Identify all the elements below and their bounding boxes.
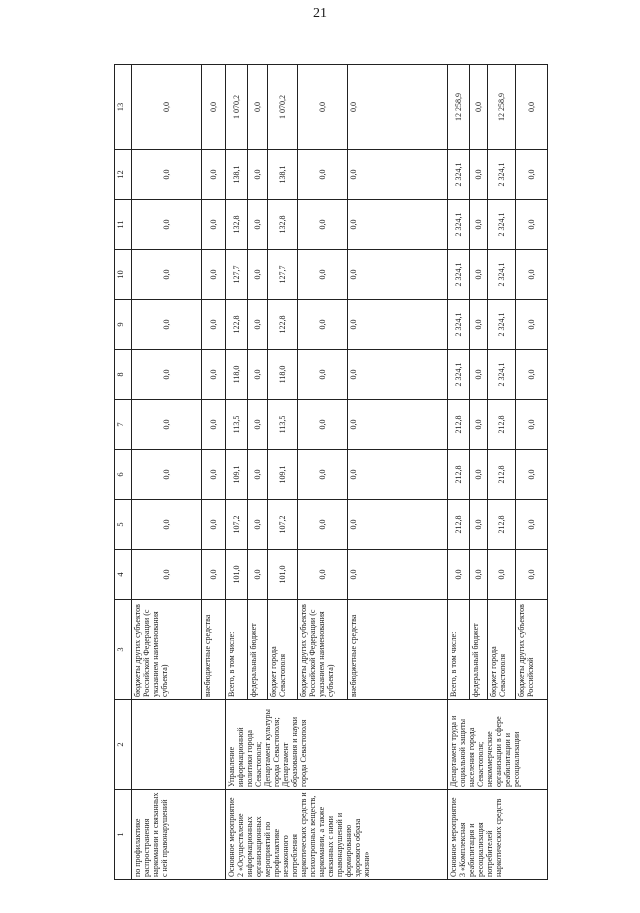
column-header: 4	[115, 550, 132, 600]
value-cell: 0,0	[202, 200, 226, 250]
column-header: 11	[115, 200, 132, 250]
column-header: 9	[115, 300, 132, 350]
value-cell: 132,8	[268, 200, 298, 250]
value-cell: 0,0	[202, 350, 226, 400]
value-cell: 0,0	[470, 550, 488, 600]
value-cell: 2 324,1	[488, 150, 516, 200]
value-cell: 0,0	[132, 400, 202, 450]
value-cell: 2 324,1	[488, 300, 516, 350]
value-cell: 212,8	[448, 400, 470, 450]
executor-cell: Департамент труда и социальной защиты населения города Севастополя; некоммерческие организации в сфере реабилитации и ресоциализации	[448, 700, 548, 790]
funding-source-cell: бюджеты других субъектов Российской Федерации (с указанием наименования субъекта)	[298, 600, 348, 700]
value-cell: 113,5	[268, 400, 298, 450]
funding-source-cell: бюджеты других субъектов Российской Федерации (с указанием наименования субъекта)	[132, 600, 202, 700]
value-cell: 0,0	[470, 500, 488, 550]
budget-table	[114, 64, 548, 880]
value-cell: 138,1	[268, 150, 298, 200]
value-cell: 0,0	[248, 450, 268, 500]
value-cell: 0,0	[348, 550, 448, 600]
value-cell: 0,0	[132, 350, 202, 400]
value-cell: 0,0	[248, 500, 268, 550]
value-cell: 101,0	[226, 550, 248, 600]
value-cell: 0,0	[516, 400, 548, 450]
value-cell: 0,0	[132, 300, 202, 350]
value-cell: 0,0	[298, 150, 348, 200]
value-cell: 12 258,9	[448, 65, 470, 150]
value-cell: 2 324,1	[488, 200, 516, 250]
value-cell: 0,0	[298, 65, 348, 150]
funding-source-cell: Всего, в том числе:	[226, 600, 248, 700]
value-cell: 212,8	[488, 500, 516, 550]
value-cell: 0,0	[202, 65, 226, 150]
value-cell: 0,0	[298, 350, 348, 400]
value-cell: 0,0	[202, 450, 226, 500]
value-cell: 0,0	[132, 150, 202, 200]
value-cell: 212,8	[488, 450, 516, 500]
value-cell: 138,1	[226, 150, 248, 200]
value-cell: 0,0	[348, 250, 448, 300]
value-cell: 12 258,9	[488, 65, 516, 150]
column-header: 5	[115, 500, 132, 550]
page-number: 21	[313, 6, 327, 21]
value-cell: 0,0	[248, 250, 268, 300]
value-cell: 0,0	[202, 300, 226, 350]
value-cell: 0,0	[202, 250, 226, 300]
value-cell: 1 070,2	[226, 65, 248, 150]
value-cell: 0,0	[132, 200, 202, 250]
value-cell: 0,0	[470, 200, 488, 250]
value-cell: 0,0	[348, 400, 448, 450]
value-cell: 0,0	[348, 300, 448, 350]
value-cell: 0,0	[248, 400, 268, 450]
value-cell: 122,8	[226, 300, 248, 350]
table-row	[448, 65, 470, 880]
value-cell: 0,0	[132, 500, 202, 550]
value-cell: 0,0	[470, 300, 488, 350]
column-header: 2	[115, 700, 132, 790]
value-cell: 109,1	[226, 450, 248, 500]
value-cell: 0,0	[202, 150, 226, 200]
funding-source-cell: Всего, в том числе:	[448, 600, 470, 700]
value-cell: 0,0	[202, 400, 226, 450]
value-cell: 0,0	[248, 150, 268, 200]
value-cell: 2 324,1	[448, 200, 470, 250]
value-cell: 0,0	[348, 65, 448, 150]
value-cell: 2 324,1	[448, 150, 470, 200]
value-cell: 2 324,1	[448, 300, 470, 350]
value-cell: 2 324,1	[448, 350, 470, 400]
value-cell: 212,8	[448, 500, 470, 550]
value-cell: 0,0	[516, 350, 548, 400]
funding-source-cell: внебюджетные средства	[348, 600, 448, 700]
value-cell: 0,0	[348, 500, 448, 550]
value-cell: 0,0	[202, 550, 226, 600]
value-cell: 0,0	[348, 350, 448, 400]
funding-source-cell: бюджет города Севастополя	[268, 600, 298, 700]
rotated-table-content	[114, 65, 534, 880]
value-cell: 0,0	[448, 550, 470, 600]
value-cell: 0,0	[470, 450, 488, 500]
value-cell: 0,0	[348, 150, 448, 200]
value-cell: 0,0	[248, 65, 268, 150]
value-cell: 0,0	[488, 550, 516, 600]
value-cell: 127,7	[226, 250, 248, 300]
column-header: 1	[115, 790, 132, 880]
value-cell: 132,8	[226, 200, 248, 250]
activity-name-cell: Основное мероприятие 3 «Комплексная реабилитация и ресоциализация потребителей наркотических средств	[448, 790, 548, 880]
value-cell: 0,0	[470, 400, 488, 450]
value-cell: 0,0	[248, 200, 268, 250]
funding-source-cell: федеральный бюджет	[248, 600, 268, 700]
value-cell: 101,0	[268, 550, 298, 600]
executor-cell: Управление информационной политики города Севастополя; Департамент культуры города Севастополя; Департамент образования и науки города Севастополя	[226, 700, 448, 790]
activity-name-cell: Основное мероприятие 2 «Осуществление информационных организационных мероприятий по профилактике незаконного потребления наркотических средств и психотропных веществ, наркомании, а также связанных с ними правонарушений и формированию здорового образа жизни»	[226, 790, 448, 880]
value-cell: 0,0	[516, 300, 548, 350]
value-cell: 0,0	[298, 300, 348, 350]
value-cell: 0,0	[516, 65, 548, 150]
value-cell: 0,0	[470, 250, 488, 300]
column-header: 12	[115, 150, 132, 200]
executor-cell	[132, 700, 226, 790]
value-cell: 0,0	[516, 450, 548, 500]
activity-name-cell: по профилактике распространения наркомании и связанных с ней правонарушений	[132, 790, 226, 880]
value-cell: 0,0	[298, 200, 348, 250]
table-row	[226, 65, 248, 880]
value-cell: 0,0	[248, 350, 268, 400]
rotated-table-frame	[114, 65, 534, 880]
value-cell: 0,0	[298, 400, 348, 450]
value-cell: 0,0	[248, 550, 268, 600]
column-header: 8	[115, 350, 132, 400]
column-header: 7	[115, 400, 132, 450]
value-cell: 2 324,1	[488, 350, 516, 400]
table-row	[132, 65, 202, 880]
value-cell: 0,0	[202, 500, 226, 550]
value-cell: 107,2	[268, 500, 298, 550]
value-cell: 118,0	[226, 350, 248, 400]
value-cell: 0,0	[516, 550, 548, 600]
value-cell: 0,0	[516, 500, 548, 550]
value-cell: 127,7	[268, 250, 298, 300]
value-cell: 0,0	[132, 550, 202, 600]
value-cell: 2 324,1	[448, 250, 470, 300]
funding-source-cell: федеральный бюджет	[470, 600, 488, 700]
column-header: 10	[115, 250, 132, 300]
value-cell: 0,0	[298, 500, 348, 550]
value-cell: 212,8	[488, 400, 516, 450]
column-header: 13	[115, 65, 132, 150]
value-cell: 0,0	[470, 150, 488, 200]
value-cell: 0,0	[470, 65, 488, 150]
value-cell: 0,0	[248, 300, 268, 350]
value-cell: 0,0	[298, 250, 348, 300]
funding-source-cell: внебюджетные средства	[202, 600, 226, 700]
value-cell: 0,0	[516, 200, 548, 250]
value-cell: 107,2	[226, 500, 248, 550]
funding-source-cell: бюджеты других субъектов Российской	[516, 600, 548, 700]
value-cell: 0,0	[298, 450, 348, 500]
value-cell: 1 070,2	[268, 65, 298, 150]
column-header: 6	[115, 450, 132, 500]
value-cell: 0,0	[516, 250, 548, 300]
value-cell: 0,0	[348, 200, 448, 250]
value-cell: 122,8	[268, 300, 298, 350]
value-cell: 0,0	[132, 65, 202, 150]
value-cell: 0,0	[132, 250, 202, 300]
value-cell: 0,0	[132, 450, 202, 500]
value-cell: 118,0	[268, 350, 298, 400]
funding-source-cell: бюджет города Севастополя	[488, 600, 516, 700]
value-cell: 0,0	[348, 450, 448, 500]
value-cell: 113,5	[226, 400, 248, 450]
value-cell: 212,8	[448, 450, 470, 500]
value-cell: 2 324,1	[488, 250, 516, 300]
value-cell: 109,1	[268, 450, 298, 500]
value-cell: 0,0	[470, 350, 488, 400]
column-number-row	[115, 65, 132, 880]
value-cell: 0,0	[298, 550, 348, 600]
value-cell: 0,0	[516, 150, 548, 200]
column-header: 3	[115, 600, 132, 700]
